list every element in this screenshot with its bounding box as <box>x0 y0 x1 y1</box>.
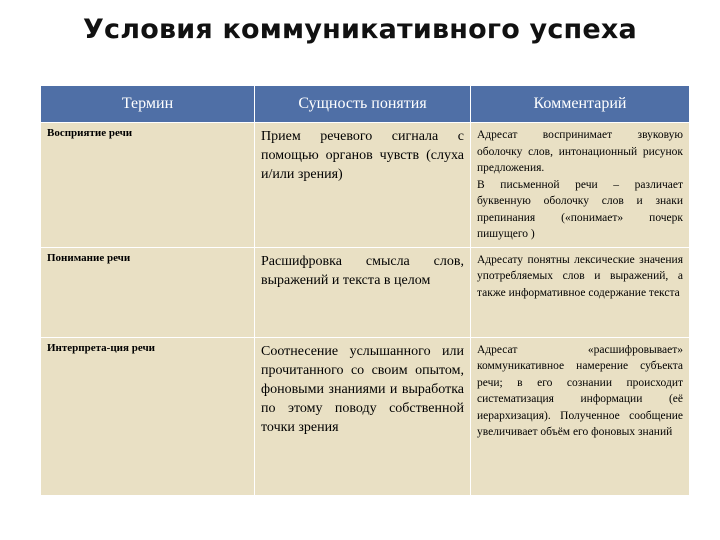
comment-cell <box>471 123 690 248</box>
comment-cell <box>471 337 690 495</box>
comment-paragraph: Адресат «расшифровывает» коммуникативное намерение субъекта речи; в его сознании происходит систематизация информации (её иерархизация). Полученное сообщение увеличивает объём его фоновых знаний <box>477 343 683 438</box>
column-header-term: Термин <box>41 86 255 123</box>
essence-cell: Расшифровка смысла слов, выражений и текста в целом <box>255 247 471 337</box>
comment-paragraph: В письменной речи – различает буквенную оболочку слов и знаки препинания («понимает» почерк пишущего ) <box>477 178 683 240</box>
term-cell: Восприятие речи <box>41 123 255 248</box>
conditions-table <box>40 85 690 496</box>
column-header-comment: Комментарий <box>471 86 690 123</box>
comment-paragraph: Адресату понятны лексические значения употребляемых слов и выражений, а также информативное содержание текста <box>477 253 683 299</box>
essence-cell: Прием речевого сигнала с помощью органов чувств (слуха и/или зрения) <box>255 123 471 248</box>
term-cell: Понимание речи <box>41 247 255 337</box>
essence-cell: Соотнесение услышанного или прочитанного со своим опытом, фоновыми знаниями и выработка по этому поводу собственной точки зрения <box>255 337 471 495</box>
table-row <box>41 247 690 337</box>
term-cell: Интерпрета-ция речи <box>41 337 255 495</box>
comment-paragraph: Адресат воспринимает звуковую оболочку слов, интонационный рисунок предложения. <box>477 129 683 174</box>
comment-cell <box>471 247 690 337</box>
table-row <box>41 337 690 495</box>
column-header-essence: Сущность понятия <box>255 86 471 123</box>
table-row <box>41 123 690 248</box>
page-title: Условия коммуникативного успеха <box>83 14 637 45</box>
table-header-row <box>41 86 690 123</box>
